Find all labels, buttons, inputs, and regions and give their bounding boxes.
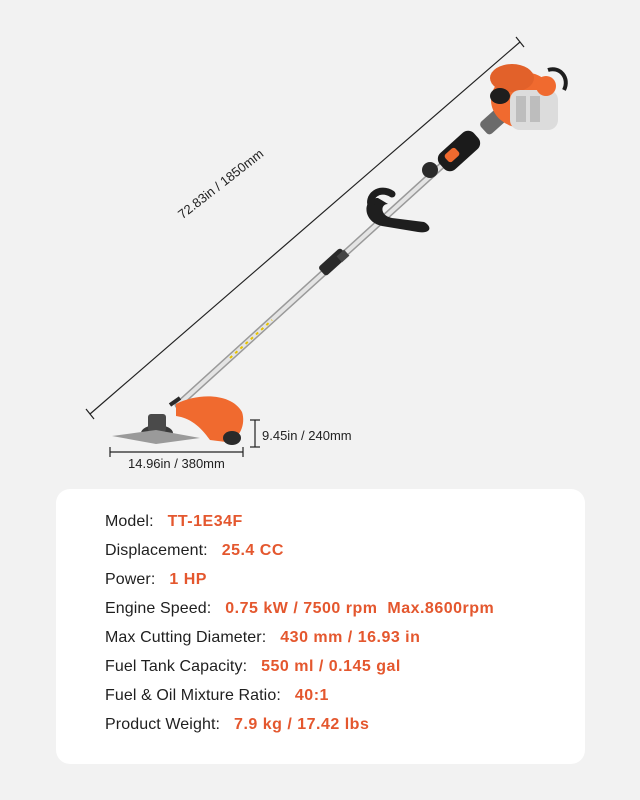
spec-label: Model: <box>105 513 154 530</box>
spec-row-weight <box>105 713 369 737</box>
length-dimension-line <box>86 37 524 419</box>
spec-label: Fuel & Oil Mixture Ratio: <box>105 687 281 704</box>
spec-value: 7.9 kg / 17.42 lbs <box>234 716 370 733</box>
spec-value: 25.4 CC <box>221 542 284 559</box>
spec-value: 1 HP <box>169 571 207 588</box>
spec-label: Engine Speed: <box>105 600 212 617</box>
spec-value: 0.75 kW / 7500 rpm Max.8600rpm <box>225 600 495 617</box>
height-dimension-line <box>250 420 260 447</box>
engine-unit <box>478 64 565 136</box>
spec-label: Max Cutting Diameter: <box>105 629 267 646</box>
spec-label: Product Weight: <box>105 716 221 733</box>
spec-value: 40:1 <box>294 687 329 704</box>
spec-row-mixture-ratio <box>105 684 329 708</box>
specifications-card <box>56 489 585 764</box>
spec-label: Displacement: <box>105 542 208 559</box>
spec-row-displacement <box>105 539 284 563</box>
spec-row-fuel-tank <box>105 655 401 679</box>
spec-row-cutting-diameter <box>105 626 420 650</box>
spec-row-model <box>105 510 243 534</box>
spec-row-engine-speed <box>105 597 494 621</box>
spec-row-power <box>105 568 207 592</box>
throttle-grip <box>422 127 483 178</box>
spec-value: TT-1E34F <box>167 513 243 530</box>
spec-label: Power: <box>105 571 156 588</box>
shaft-clamp <box>318 248 350 277</box>
height-dimension-label: 9.45in / 240mm <box>262 428 352 443</box>
spec-value: 430 mm / 16.93 in <box>280 629 421 646</box>
spec-value: 550 ml / 0.145 gal <box>261 658 401 675</box>
length-dimension-label: 72.83in / 1850mm <box>175 145 267 222</box>
spec-label: Fuel Tank Capacity: <box>105 658 248 675</box>
width-dimension-label: 14.96in / 380mm <box>128 456 225 471</box>
